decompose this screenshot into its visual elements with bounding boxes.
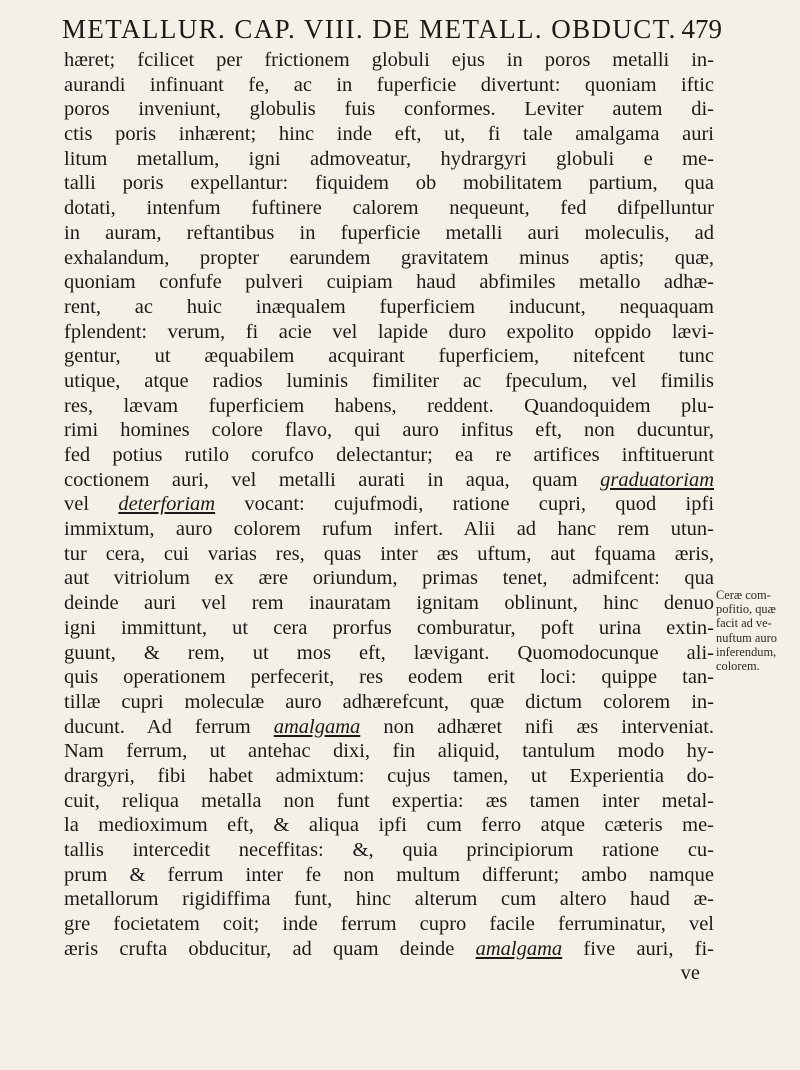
text-line: aurandi infinuant fe, ac in fuperficie divertunt: quoniam iftic [64,73,714,96]
margin-note [716,588,796,673]
text-line: hæret; fcilicet per frictionem globuli ejus in poros metalli in- [64,49,714,71]
text-line: tallis intercedit neceffitas: &, quia principiorum ratione cu- [64,839,714,861]
margin-note-line: facit ad ve- [716,616,772,631]
margin-note-line: nuftum auro [716,630,777,645]
page-number: 479 [681,14,722,44]
text-line: gre focietatem coit; inde ferrum cupro facile ferruminatur, vel [64,913,714,936]
text-segment: five auri, fi- [583,937,714,960]
margin-note-line: pofitio, quæ [716,602,776,617]
text-line: poros inveniunt, globulis fuis conformes. Leviter autem di- [64,98,714,121]
text-line: quis operationem perfecerit, res eodem erit loci: quippe tan- [64,666,714,689]
text-line: in auram, reftantibus in fuperficie metalli auri moleculis, ad [64,221,714,244]
text-line: prum & ferrum inter fe non multum differunt; ambo namque [64,863,714,886]
text-line [64,492,714,517]
text-line: rent, ac huic inæqualem fuperficiem inducunt, nequaquam [64,295,714,318]
text-line: gentur, ut æquabilem acquirant fuperficiem, nitefcent tunc [64,345,714,368]
body-text [64,48,714,986]
text-segment: vel [64,493,90,516]
italic-term: amalgama [273,715,361,738]
text-line: cuit, reliqua metalla non funt expertia: æs tamen inter metal- [64,789,714,812]
text-line: metallorum rigidiffima funt, hinc alterum cum altero haud æ- [64,888,714,911]
catchword: ve [680,962,700,985]
text-line: drargyri, fibi habet admixtum: cujus tamen, ut Experientia do- [64,764,714,787]
text-line: tur cera, cui varias res, quas inter æs uftum, aut fquama æris, [64,542,714,565]
text-segment: non adhæret nifi æs interveniat. [383,715,715,738]
text-line: guunt, & rem, ut mos eft, lævigant. Quomodocunque ali- [64,641,714,664]
text-line: quoniam confufe pulveri cuipiam haud abfimiles metallo adhæ- [64,271,714,294]
text-line [64,715,714,740]
italic-term: amalgama [475,937,563,960]
text-line: litum metallum, igni admoveatur, hydrargyri globuli e me- [64,147,714,170]
text-segment: vocant: cujufmodi, ratione cupri, quod ipfi [244,493,715,516]
text-line [64,937,714,962]
text-line: fplendent: verum, fi acie vel lapide duro expolito oppido lævi- [64,320,714,343]
text-line [64,468,714,493]
margin-note-line: inferendum, [716,644,777,659]
text-line: deinde auri vel rem inauratam ignitam oblinunt, hinc denuo [64,592,714,615]
text-line: igni immittunt, ut cera prorfus comburatur, poft urina extin- [64,616,714,639]
text-segment: coctionem auri, vel metalli aurati in aqua, quam [64,468,578,491]
text-line: exhalandum, propter earundem gravitatem minus aptis; quæ, [64,246,714,269]
text-line: talli poris expellantur: fiquidem ob mobilitatem partium, qua [64,172,714,195]
text-line: utique, atque radios luminis fimiliter ac fpeculum, vel fimilis [64,369,714,392]
text-line: la medioximum eft, & aliqua ipfi cum ferro atque cæteris me- [64,814,714,837]
text-line: tillæ cupri moleculæ auro adhærefcunt, quæ dictum colorem in- [64,690,714,713]
text-line: dotati, intenfum fuftinere calorem nequeunt, fed difpelluntur [64,197,714,220]
margin-note-line: Ceræ com- [716,588,771,602]
text-segment: æris crufta obducitur, ad quam deinde [64,937,455,960]
text-line: fed potius rutilo corufco delectantur; ea re artifices inftituerunt [64,444,714,466]
text-line: ctis poris inhærent; hinc inde eft, ut, fi tale amalgama auri [64,123,714,146]
running-head: METALLUR. CAP. VIII. DE METALL. OBDUCT. [62,14,677,44]
text-line: rimi homines colore flavo, qui auro infitus eft, non ducuntur, [64,419,714,442]
text-line: immixtum, auro colorem rufum infert. Alii ad hanc rem utun- [64,518,714,541]
text-line: Nam ferrum, ut antehac dixi, fin aliquid, tantulum modo hy- [64,740,714,763]
text-line: aut vitriolum ex ære oriundum, primas tenet, admifcent: qua [64,567,714,590]
text-segment: ducunt. Ad ferrum [64,715,251,738]
text-line: res, lævam fuperficiem habens, reddent. Quandoquidem plu- [64,394,714,417]
margin-note-line: colorem. [716,659,760,674]
italic-term: deterforiam [118,493,216,516]
page-header [62,14,722,45]
italic-term: graduatoriam [600,468,715,491]
